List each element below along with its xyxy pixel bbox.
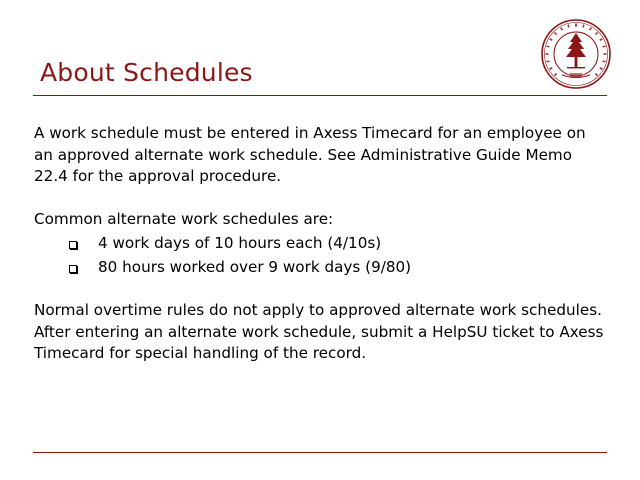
- title-divider: [33, 95, 607, 96]
- square-bullet-icon: [69, 241, 77, 249]
- square-bullet-icon: [69, 265, 77, 273]
- list-item: [34, 233, 604, 255]
- list-item-text: 4 work days of 10 hours each (4/10s): [98, 234, 382, 252]
- list-item-text: 80 hours worked over 9 work days (9/80): [98, 257, 412, 276]
- slide-body: [34, 123, 604, 386]
- footer-divider: [33, 452, 607, 453]
- intro-paragraph: A work schedule must be entered in Axess Timecard for an employee on an approved alternate work schedule. See Administrative Guide Memo 22.4 for the approval procedure.: [34, 124, 586, 185]
- schedule-list: [34, 233, 604, 278]
- list-intro: Common alternate work schedules are:: [34, 209, 334, 228]
- list-item: [34, 257, 604, 279]
- slide-title: About Schedules: [40, 58, 253, 87]
- stanford-seal-logo: [540, 18, 612, 90]
- closing-paragraph: Normal overtime rules do not apply to approved alternate work schedules. After entering an alternate work schedule, submit a HelpSU ticket to Axess Timecard for special handling of the record.: [34, 301, 604, 362]
